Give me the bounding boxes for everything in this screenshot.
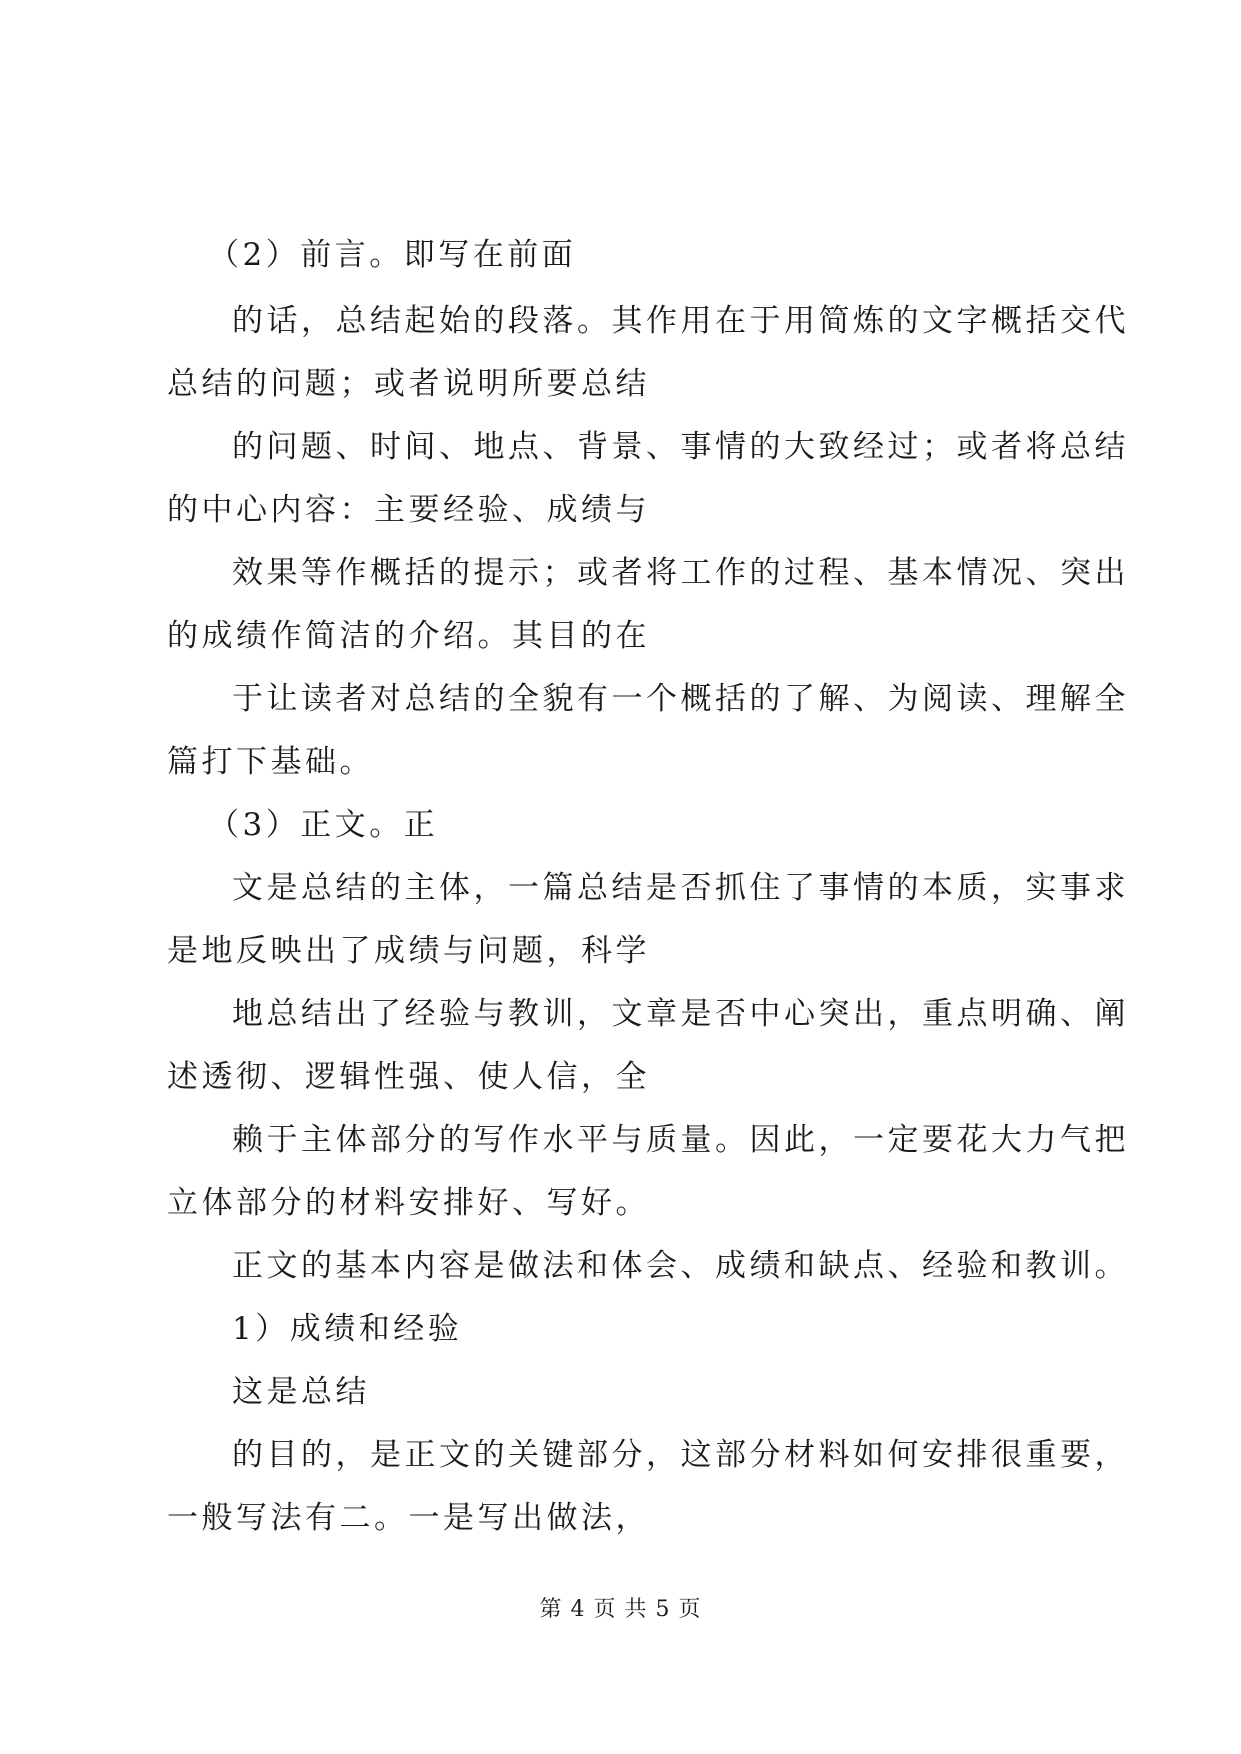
text-line: 赖于主体部分的写作水平与质量。因此，一定要花大力气把 — [232, 1122, 1129, 1158]
text-line: 地总结出了经验与教训，文章是否中心突出，重点明确、阐 — [232, 996, 1129, 1032]
text-line: 正文的基本内容是做法和体会、成绩和缺点、经验和教训。 — [232, 1248, 1129, 1284]
text-line: 的话，总结起始的段落。其作用在于用简炼的文字概括交代 — [232, 303, 1129, 339]
page-number-footer: 第 4 页 共 5 页 — [539, 1597, 702, 1622]
text-line: 效果等作概括的提示；或者将工作的过程、基本情况、突出 — [232, 555, 1129, 591]
text-line: （2）前言。即写在前面 — [208, 237, 577, 273]
text-line: 文是总结的主体，一篇总结是否抓住了事情的本质，实事求 — [232, 870, 1129, 906]
text-line: 立体部分的材料安排好、写好。 — [167, 1185, 650, 1221]
text-line: 这是总结 — [232, 1374, 370, 1410]
text-line: 的成绩作简洁的介绍。其目的在 — [167, 618, 650, 654]
text-line: 于让读者对总结的全貌有一个概括的了解、为阅读、理解全 — [232, 681, 1129, 717]
text-line: 的中心内容：主要经验、成绩与 — [167, 492, 650, 528]
text-line: 的问题、时间、地点、背景、事情的大致经过；或者将总结 — [232, 429, 1129, 465]
text-line: 篇打下基础。 — [167, 744, 374, 780]
text-line: （3）正文。正 — [208, 807, 439, 843]
text-line: 的目的，是正文的关键部分，这部分材料如何安排很重要， — [232, 1437, 1129, 1473]
text-line: 1）成绩和经验 — [232, 1311, 463, 1347]
text-line: 述透彻、逻辑性强、使人信，全 — [167, 1059, 650, 1095]
text-line: 是地反映出了成绩与问题，科学 — [167, 933, 650, 969]
text-line: 总结的问题；或者说明所要总结 — [167, 366, 650, 402]
text-line: 一般写法有二。一是写出做法， — [167, 1500, 650, 1536]
